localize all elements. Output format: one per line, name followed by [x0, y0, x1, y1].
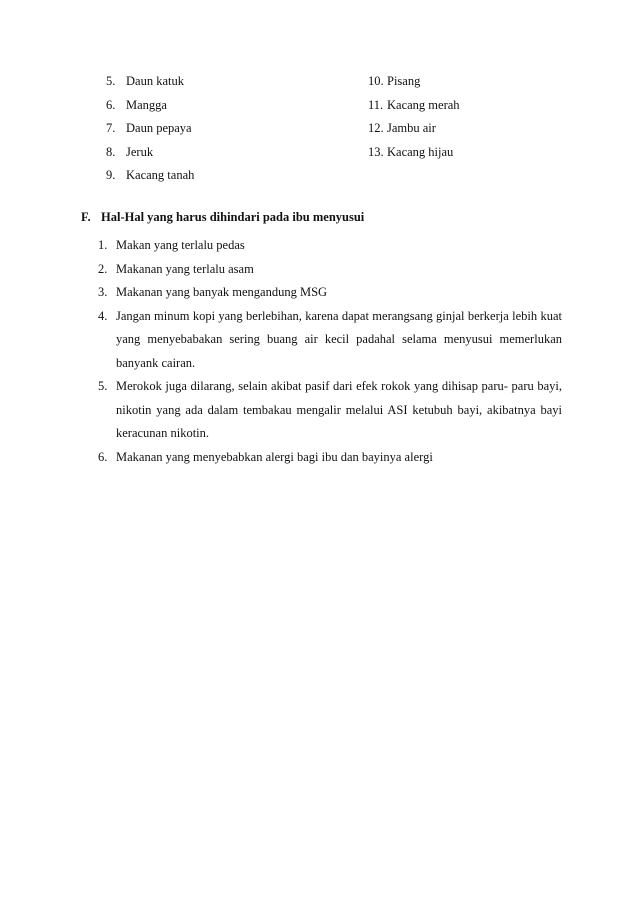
item-text: Makanan yang terlalu asam	[116, 261, 254, 276]
item-number: 10.	[368, 74, 384, 88]
list-item	[368, 121, 436, 136]
item-label: Daun pepaya	[126, 121, 192, 135]
list-item	[106, 121, 192, 136]
item-number: 11.	[368, 97, 384, 112]
list-item	[106, 145, 153, 160]
avoid-list	[0, 234, 638, 469]
item-label: Daun katuk	[126, 74, 184, 88]
item-number: 5.	[106, 74, 116, 88]
item-label: Kacang hijau	[387, 144, 454, 159]
list-row	[0, 74, 638, 98]
item-number: 12.	[368, 121, 384, 135]
item-number: 8.	[106, 144, 116, 159]
list-item	[368, 145, 453, 160]
item-label: Jambu air	[387, 121, 436, 135]
item-number: 3.	[98, 285, 108, 299]
item-number: 9.	[106, 168, 116, 182]
item-number: 1.	[98, 238, 108, 252]
list-item	[106, 168, 194, 183]
list-item	[0, 446, 562, 470]
item-label: Kacang tanah	[126, 168, 195, 182]
food-list	[0, 74, 638, 192]
list-item	[0, 258, 562, 282]
list-item	[106, 98, 167, 113]
list-item	[106, 74, 184, 89]
item-text: Makanan yang banyak mengandung MSG	[116, 285, 328, 299]
item-number: 2.	[98, 261, 108, 276]
list-row	[0, 145, 638, 169]
list-item	[368, 98, 460, 113]
list-item	[368, 74, 420, 89]
item-text: Merokok juga dilarang, selain akibat pasif dari efek rokok yang dihisap paru- paru bayi, nikotin yang ada dalam tembakau mengalir melalui ASI ketubuh bayi, akibatnya bayi keracunan nikotin.	[116, 379, 562, 440]
section-title: Hal-Hal yang harus dihindari pada ibu menyusui	[101, 210, 365, 224]
item-text: Makanan yang menyebabkan alergi bagi ibu dan bayinya alergi	[116, 449, 433, 464]
item-number: 13.	[368, 144, 384, 159]
item-number: 6.	[98, 449, 108, 464]
section-letter: F.	[81, 210, 91, 224]
item-number: 7.	[106, 121, 116, 135]
item-text: Jangan minum kopi yang berlebihan, karena dapat merangsang ginjal berkerja lebih kuat yang menyebabakan sering buang air kecil padahal selama menyusui memerlukan banyank cairan.	[116, 308, 562, 370]
item-number: 5.	[98, 379, 108, 393]
item-label: Pisang	[387, 74, 421, 88]
item-text: Makan yang terlalu pedas	[116, 238, 245, 252]
item-label: Kacang merah	[387, 97, 460, 112]
item-label: Mangga	[126, 97, 167, 112]
list-item	[0, 234, 562, 258]
list-item	[0, 281, 562, 305]
item-label: Jeruk	[126, 144, 154, 159]
list-row	[0, 98, 638, 122]
list-row	[0, 168, 638, 192]
list-row	[0, 121, 638, 145]
list-item	[0, 305, 562, 376]
item-number: 6.	[106, 97, 116, 112]
item-number: 4.	[98, 308, 108, 323]
list-item	[0, 375, 562, 446]
section-heading	[81, 210, 364, 225]
